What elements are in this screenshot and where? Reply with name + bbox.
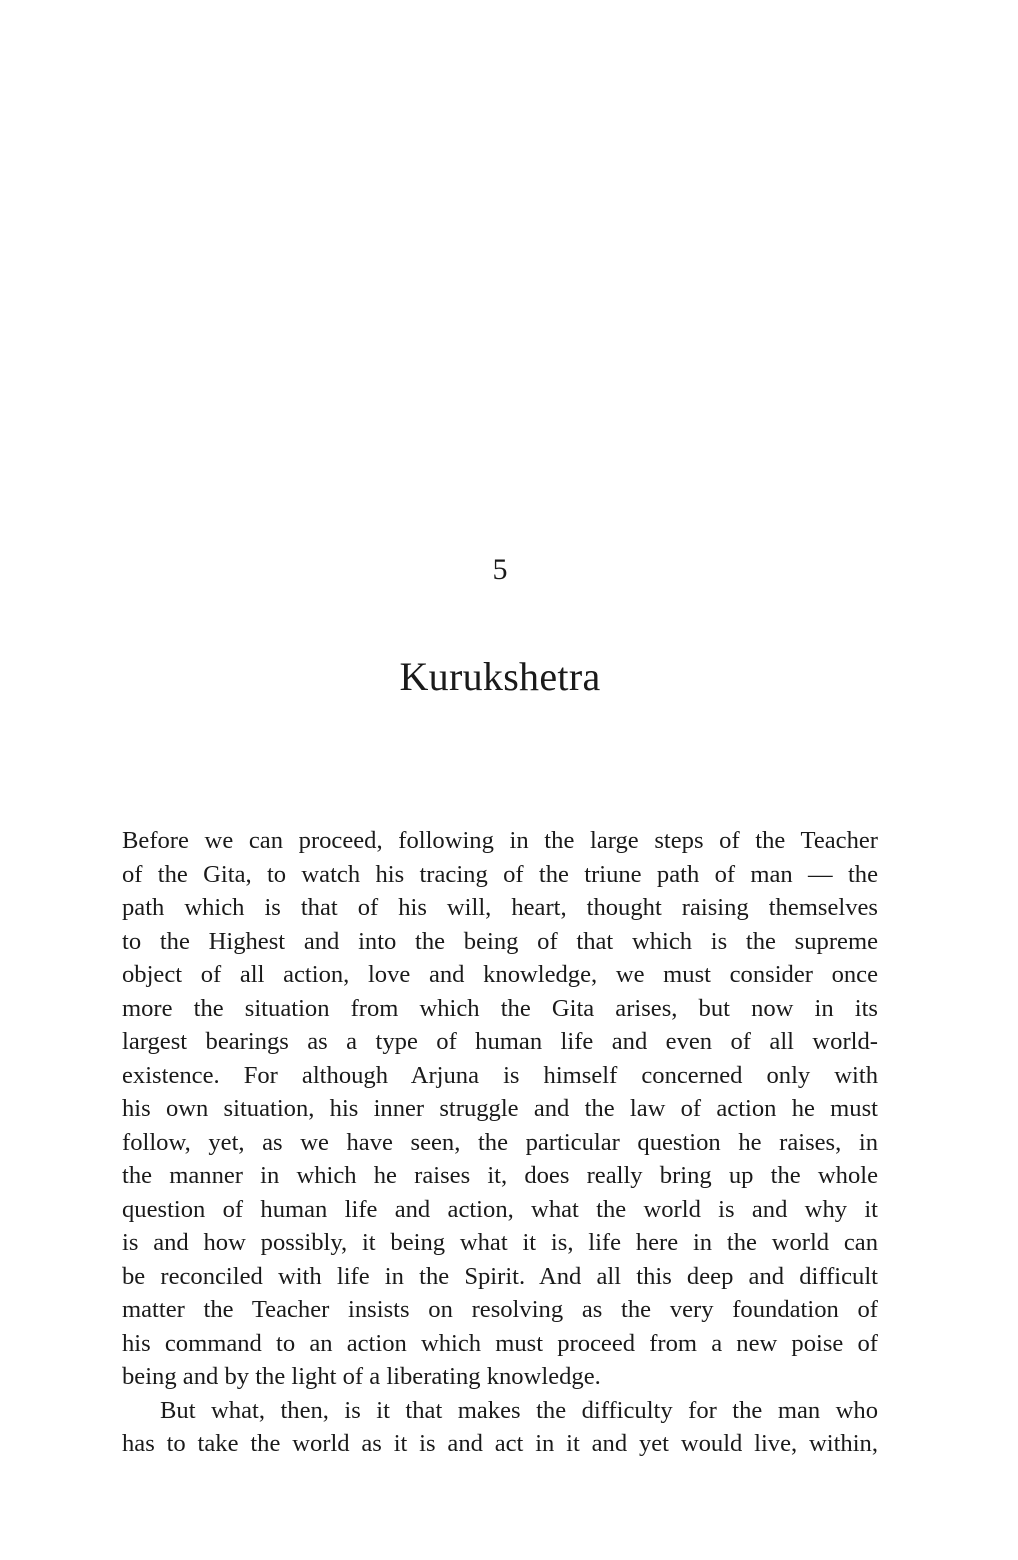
text-line: of the Gita, to watch his tracing of the triune path of man — the (122, 860, 878, 888)
text-line: question of human life and action, what the world is and why it (122, 1195, 878, 1223)
text-line: But what, then, is it that makes the difficulty for the man who (160, 1396, 878, 1424)
paragraph (122, 1394, 878, 1461)
text-line: object of all action, love and knowledge, we must consider once (122, 961, 878, 988)
text-line: path which is that of his will, heart, thought raising themselves (122, 894, 878, 921)
paragraph (122, 824, 878, 1394)
text-line: largest bearings as a type of human life and even of all world- (122, 1028, 878, 1055)
text-line: existence. For although Arjuna is himself concerned only with (122, 1061, 878, 1089)
text-line: his own situation, his inner struggle and the law of action he must (122, 1095, 878, 1122)
text-line: follow, yet, as we have seen, the particular question he raises, in (122, 1128, 878, 1156)
body-text (122, 824, 878, 1461)
text-line: be reconciled with life in the Spirit. And all this deep and difficult (122, 1262, 878, 1290)
text-line: is and how possibly, it being what it is, life here in the world can (122, 1229, 878, 1256)
text-line: has to take the world as it is and act in it and yet would live, within, (122, 1430, 878, 1457)
text-line: the manner in which he raises it, does really bring up the whole (122, 1162, 878, 1189)
text-line: being and by the light of a liberating knowledge. (122, 1363, 601, 1390)
text-line: Before we can proceed, following in the large steps of the Teacher (122, 827, 878, 854)
text-line: his command to an action which must proceed from a new poise of (122, 1329, 878, 1357)
text-line: matter the Teacher insists on resolving as the very foundation of (122, 1296, 878, 1323)
text-line: to the Highest and into the being of that which is the supreme (122, 927, 878, 955)
chapter-title: Kurukshetra (399, 654, 601, 699)
text-line: more the situation from which the Gita arises, but now in its (122, 994, 878, 1022)
chapter-number: 5 (492, 553, 508, 586)
